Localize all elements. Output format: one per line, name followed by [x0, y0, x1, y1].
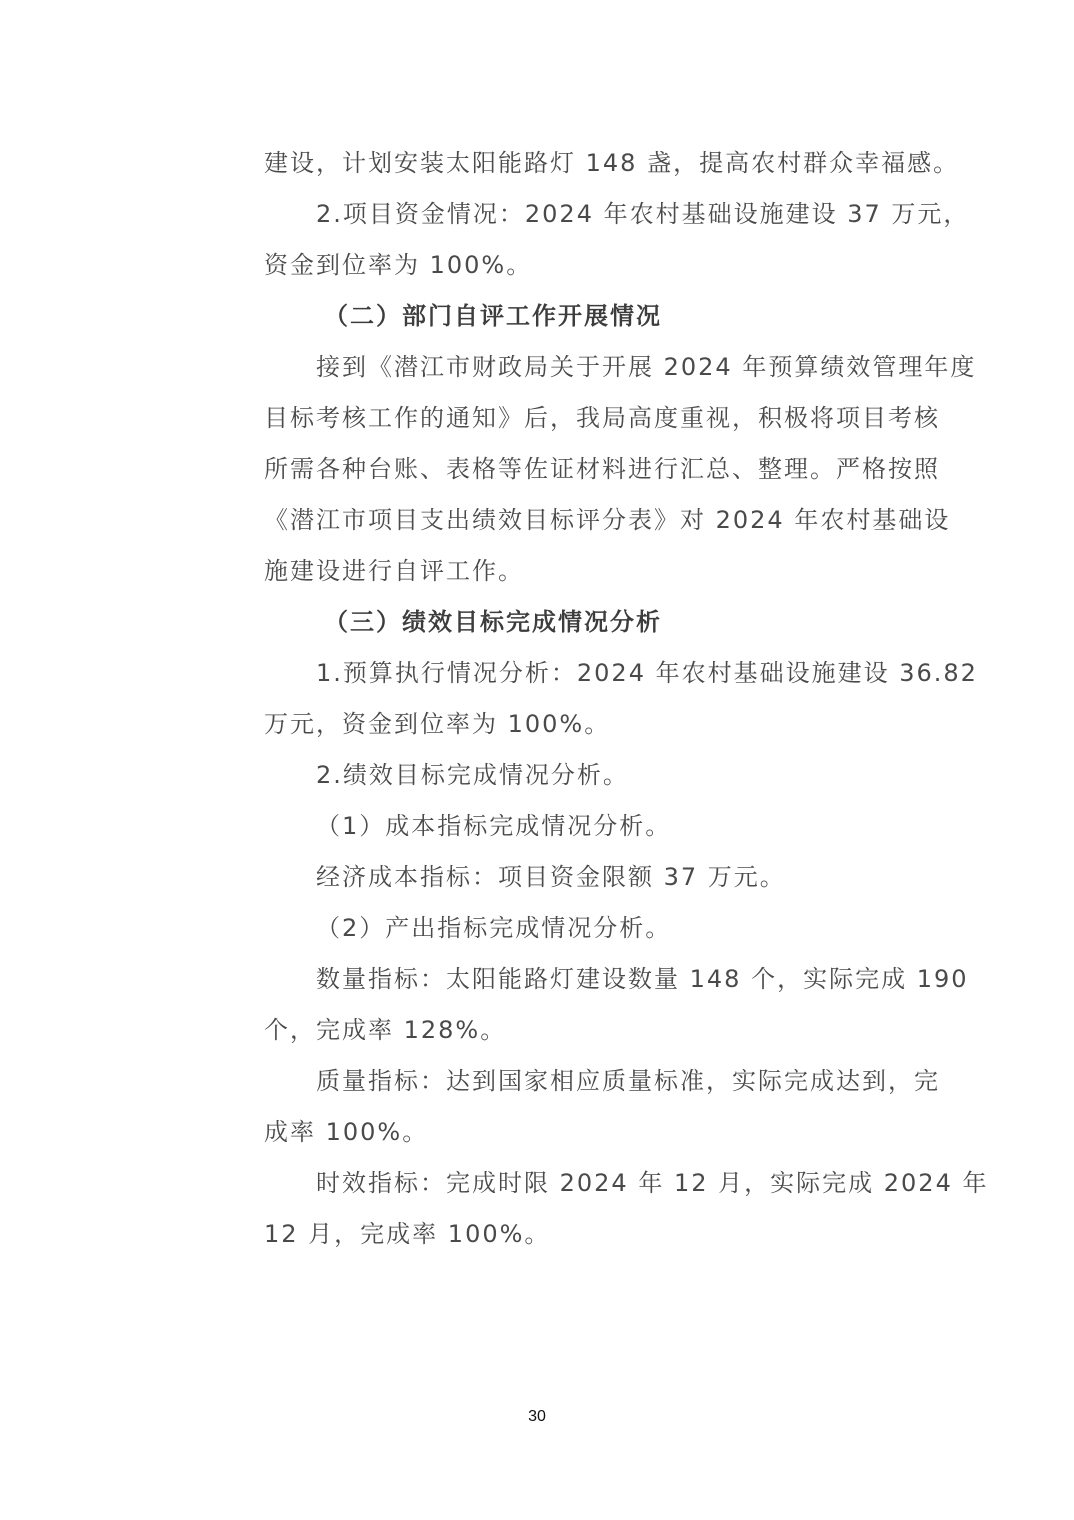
- paragraph-line: 《潜江市项目支出绩效目标评分表》对 2024 年农村基础设: [264, 506, 951, 534]
- paragraph-line: 接到《潜江市财政局关于开展 2024 年预算绩效管理年度: [316, 353, 977, 381]
- section-heading: （三）绩效目标完成情况分析: [324, 608, 662, 636]
- paragraph-line: 质量指标：达到国家相应质量标准，实际完成达到，完: [316, 1067, 940, 1095]
- paragraph-line: 1.预算执行情况分析：2024 年农村基础设施建设 36.82: [316, 659, 978, 687]
- paragraph-line: 成率 100%。: [264, 1118, 429, 1146]
- paragraph-line: 万元，资金到位率为 100%。: [264, 710, 611, 738]
- paragraph-line: （1）成本指标完成情况分析。: [316, 812, 672, 840]
- paragraph-line: 建设，计划安装太阳能路灯 148 盏，提高农村群众幸福感。: [264, 149, 960, 177]
- paragraph-line: 目标考核工作的通知》后，我局高度重视，积极将项目考核: [264, 404, 940, 432]
- paragraph-line: 2.项目资金情况：2024 年农村基础设施建设 37 万元，: [316, 200, 970, 228]
- paragraph-line: 施建设进行自评工作。: [264, 557, 524, 585]
- section-heading: （二）部门自评工作开展情况: [324, 302, 662, 330]
- page-number: 30: [528, 1408, 546, 1425]
- paragraph-line: 12 月，完成率 100%。: [264, 1220, 551, 1248]
- paragraph-line: （2）产出指标完成情况分析。: [316, 914, 672, 942]
- paragraph-line: 资金到位率为 100%。: [264, 251, 533, 279]
- paragraph-line: 数量指标：太阳能路灯建设数量 148 个，实际完成 190: [316, 965, 969, 993]
- paragraph-line: 时效指标：完成时限 2024 年 12 月，实际完成 2024 年: [316, 1169, 989, 1197]
- paragraph-line: 所需各种台账、表格等佐证材料进行汇总、整理。严格按照: [264, 455, 940, 483]
- paragraph-line: 经济成本指标：项目资金限额 37 万元。: [316, 863, 786, 891]
- paragraph-line: 2.绩效目标完成情况分析。: [316, 761, 629, 789]
- body-text: [264, 138, 989, 1260]
- paragraph-line: 个，完成率 128%。: [264, 1016, 507, 1044]
